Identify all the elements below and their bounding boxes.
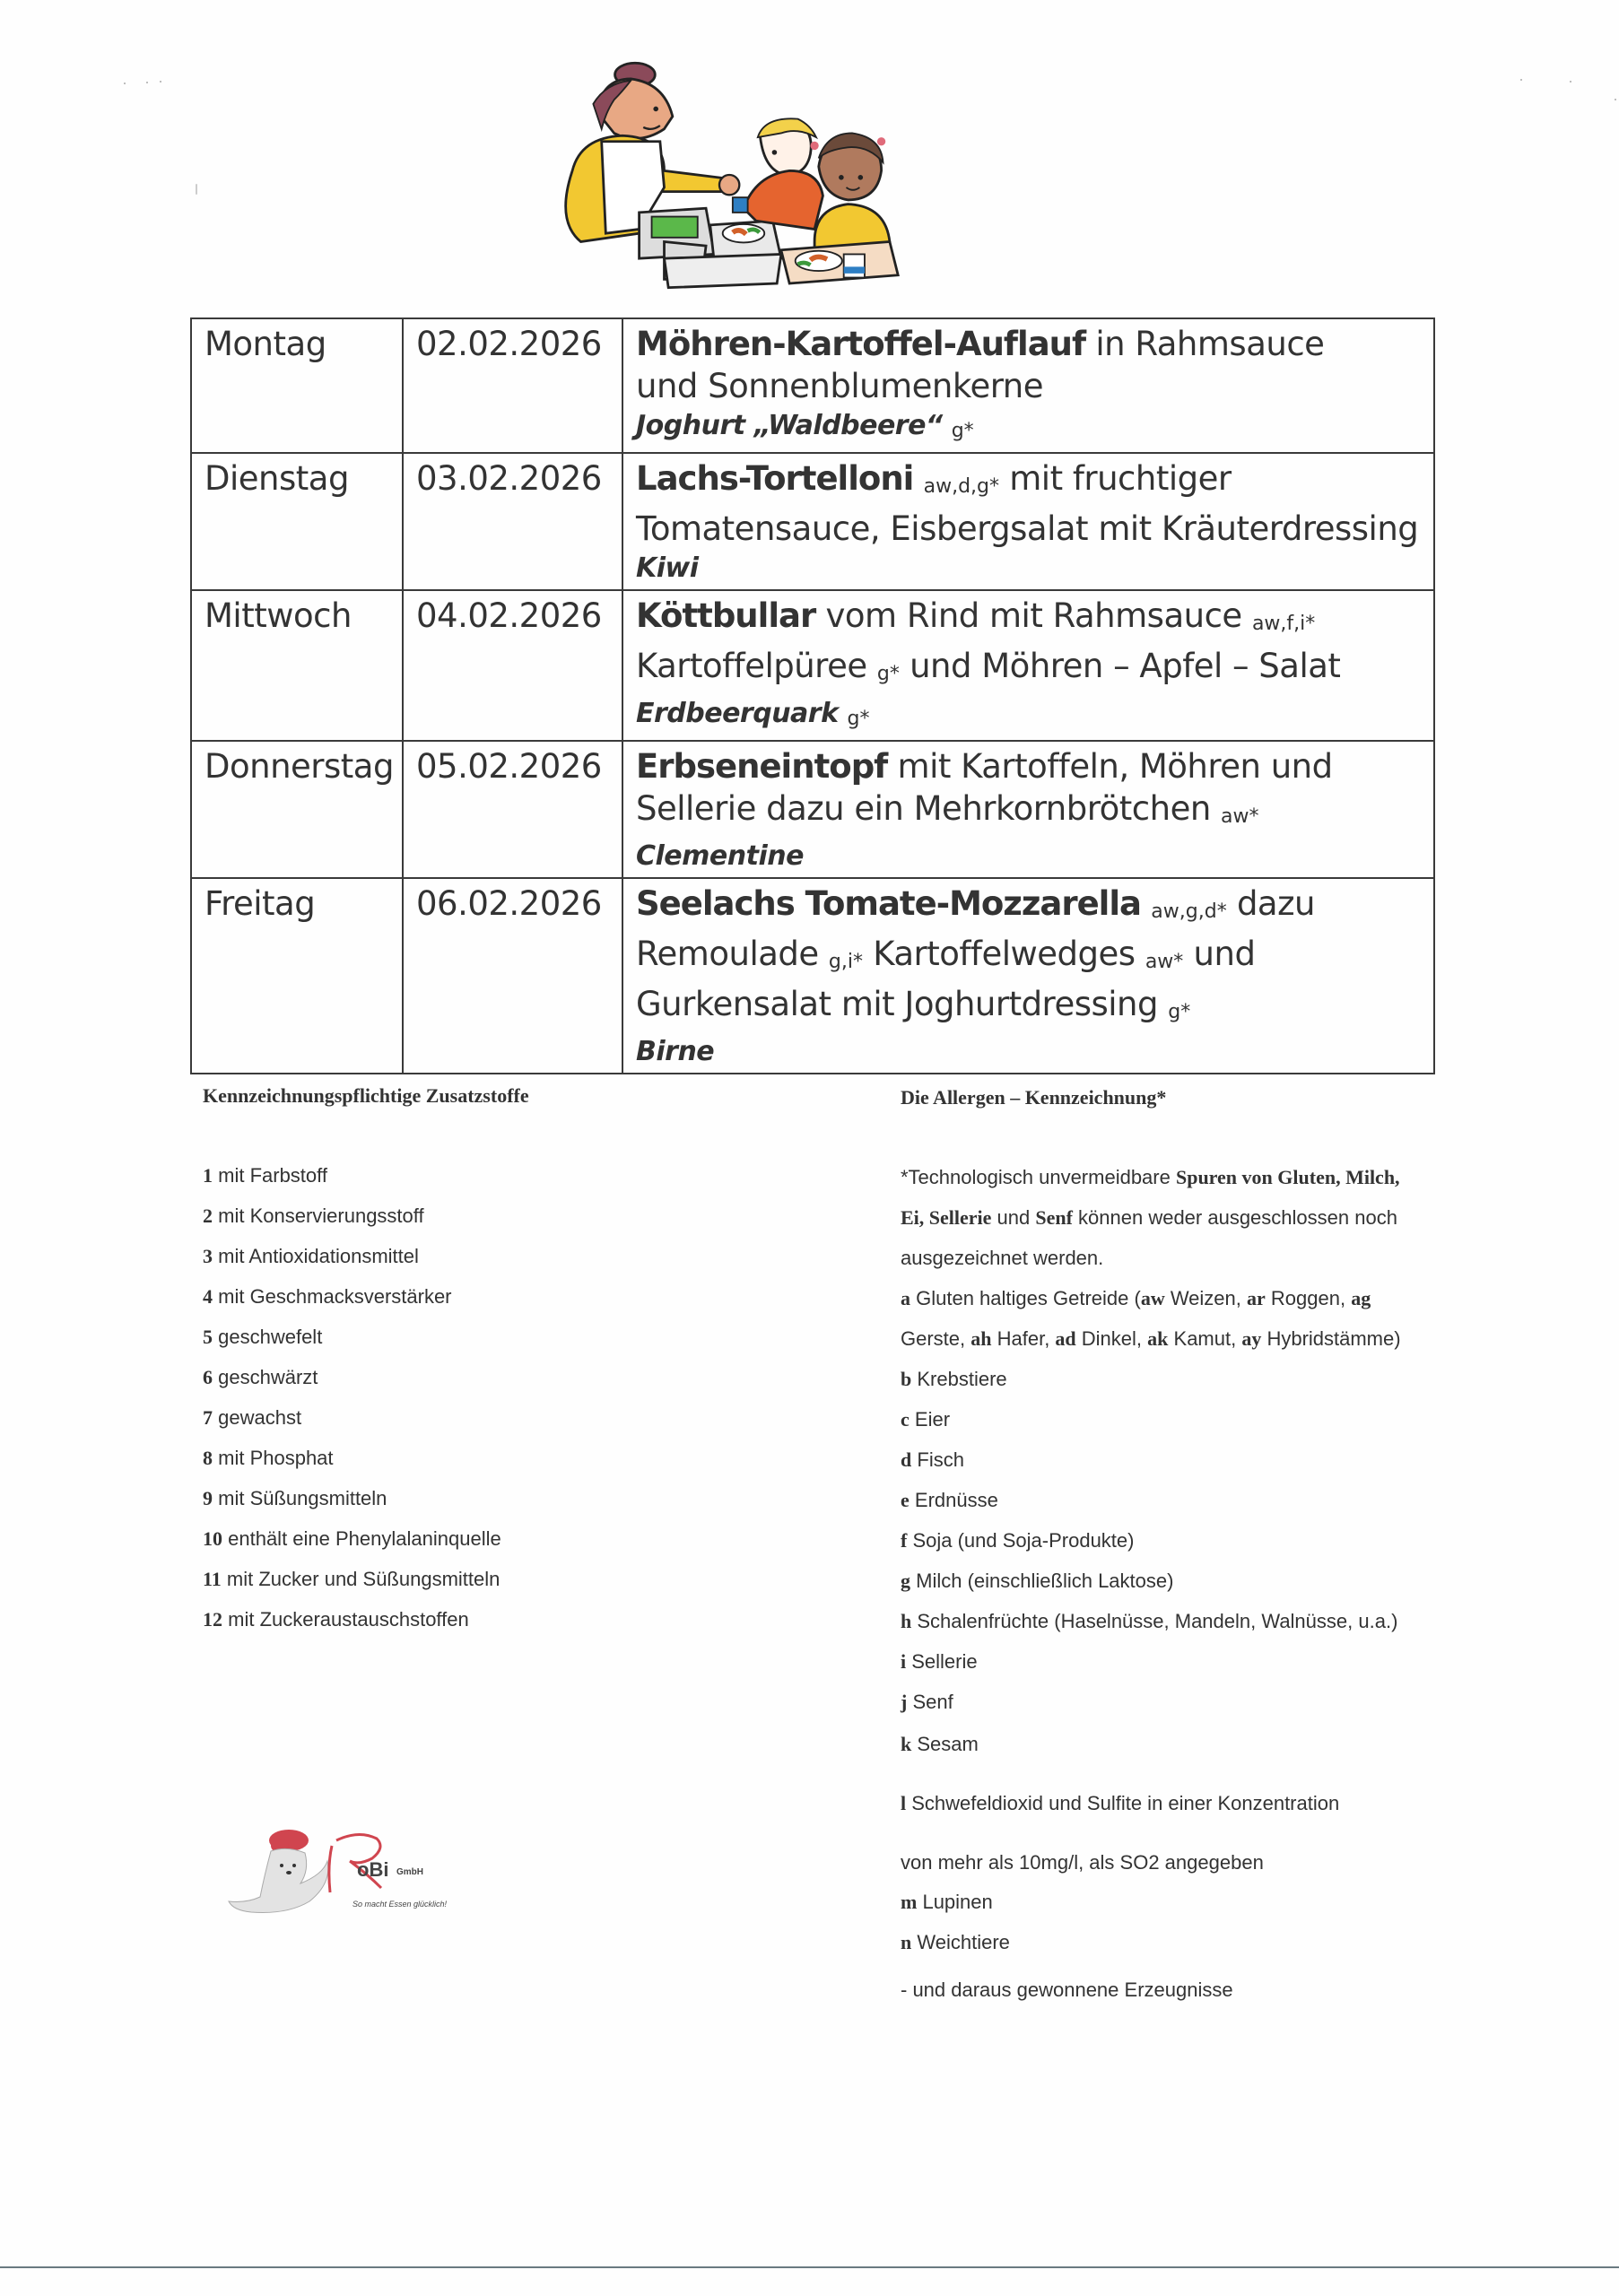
logo-suffix: GmbH	[396, 1867, 423, 1877]
allergen-code: g*	[847, 708, 870, 730]
dessert	[636, 407, 1424, 450]
dish-text: Sellerie dazu ein Mehrkornbrötchen	[636, 789, 1211, 828]
dessert-name: Clementine	[636, 840, 804, 872]
additive-item: 6 geschwärzt	[203, 1366, 318, 1388]
allergen-code: aw,g,d*	[1151, 900, 1227, 923]
date-cell: 05.02.2026	[403, 741, 622, 878]
allergen-item: m Lupinen	[901, 1891, 993, 1913]
dish-text: mit Kartoffeln, Möhren und	[887, 747, 1333, 786]
additive-item: 2 mit Konservierungsstoff	[203, 1205, 424, 1227]
allergen-code: g*	[876, 663, 900, 685]
dish-cell	[622, 590, 1434, 741]
robi-logo	[224, 1821, 493, 1928]
scan-speck	[196, 184, 197, 195]
allergen-item: f Soja (und Soja-Produkte)	[901, 1529, 1135, 1552]
dessert	[636, 695, 1424, 738]
date-cell: 04.02.2026	[403, 590, 622, 741]
day-cell: Dienstag	[191, 453, 403, 590]
allergen-code: aw,d,g*	[923, 475, 999, 498]
dish-text: Kartoffelwedges	[863, 935, 1136, 973]
dessert	[636, 550, 1424, 587]
allergen-item: b Krebstiere	[901, 1368, 1007, 1390]
date-cell: 06.02.2026	[403, 878, 622, 1074]
allergen-code: aw*	[1145, 951, 1184, 973]
dish-text: und	[1183, 935, 1256, 973]
menu-row-thursday	[191, 741, 1434, 878]
menu-row-wednesday	[191, 590, 1434, 741]
menu-row-monday	[191, 318, 1434, 453]
dish-text: Tomatensauce, Eisbergsalat mit Kräuterdressing	[636, 509, 1419, 548]
allergen-code: aw*	[1221, 805, 1259, 828]
day-cell: Montag	[191, 318, 403, 453]
dish-text: Kartoffelpüree	[636, 647, 867, 685]
dish-text: Remoulade	[636, 935, 819, 973]
allergen-code: g*	[1168, 1001, 1191, 1023]
dish-cell	[622, 878, 1434, 1074]
dish-text: dazu	[1226, 884, 1315, 923]
dessert	[636, 838, 1424, 875]
menu-row-friday	[191, 878, 1434, 1074]
allergen-footer-note: - und daraus gewonnene Erzeugnisse	[901, 1979, 1233, 2001]
additive-item: 9 mit Süßungsmitteln	[203, 1487, 387, 1509]
main-dish: Erbseneintopf	[636, 747, 888, 786]
allergen-code: g*	[951, 420, 974, 442]
scan-speck	[124, 83, 126, 84]
allergen-code: g,i*	[828, 951, 863, 973]
weekly-menu-table	[190, 317, 1435, 1074]
additive-item: 5 geschwefelt	[203, 1326, 323, 1348]
main-dish: Möhren-Kartoffel-Auflauf	[636, 325, 1086, 363]
dish-cell	[622, 318, 1434, 453]
date-cell: 02.02.2026	[403, 318, 622, 453]
allergen-item: g Milch (einschließlich Laktose)	[901, 1570, 1174, 1592]
day-cell: Freitag	[191, 878, 403, 1074]
dish-text: mit fruchtiger	[999, 459, 1232, 498]
allergen-item-sulfite-cont: von mehr als 10mg/l, als SO2 angegeben	[901, 1851, 1264, 1874]
date-cell: 03.02.2026	[403, 453, 622, 590]
additive-item: 4 mit Geschmacksverstärker	[203, 1285, 452, 1308]
allergen-item: h Schalenfrüchte (Haselnüsse, Mandeln, Walnüsse, u.a.)	[901, 1610, 1398, 1632]
day-cell: Mittwoch	[191, 590, 403, 741]
allergen-item: k Sesam	[901, 1733, 979, 1755]
dessert-name: Joghurt „Waldbeere“	[636, 410, 943, 441]
dish-text: vom Rind mit Rahmsauce	[815, 596, 1242, 635]
allergen-note: ausgezeichnet werden.	[901, 1247, 1104, 1269]
dish-text: und Sonnenblumenkerne	[636, 367, 1044, 405]
additive-item: 12 mit Zuckeraustauschstoffen	[203, 1608, 469, 1631]
dessert-name: Erdbeerquark	[636, 698, 839, 729]
logo-name: oBi	[357, 1858, 389, 1881]
dessert-name: Kiwi	[636, 552, 699, 584]
dish-cell	[622, 453, 1434, 590]
additive-item: 1 mit Farbstoff	[203, 1164, 327, 1187]
allergen-code: aw,f,i*	[1251, 613, 1316, 635]
cafeteria-illustration	[538, 54, 924, 296]
dish-text: und Möhren – Apfel – Salat	[899, 647, 1341, 685]
dish-cell	[622, 741, 1434, 878]
dessert	[636, 1033, 1424, 1071]
scan-speck	[1615, 99, 1616, 100]
allergen-item: j Senf	[901, 1691, 953, 1713]
allergen-item: c Eier	[901, 1408, 951, 1431]
scan-speck	[1520, 79, 1522, 81]
allergen-note: Ei, Sellerie und Senf können weder ausgeschlossen noch	[901, 1206, 1397, 1229]
dish-text: in Rahmsauce	[1085, 325, 1325, 363]
additive-item: 10 enthält eine Phenylalaninquelle	[203, 1527, 501, 1550]
main-dish: Lachs-Tortelloni	[636, 459, 914, 498]
additive-item: 11 mit Zucker und Süßungsmitteln	[203, 1568, 500, 1590]
main-dish: Köttbullar	[636, 596, 816, 635]
allergen-item-gluten: a Gluten haltiges Getreide (aw Weizen, ar Roggen, ag	[901, 1287, 1371, 1309]
allergen-item: e Erdnüsse	[901, 1489, 998, 1511]
allergen-item: n Weichtiere	[901, 1931, 1010, 1953]
page-bottom-rule	[0, 2266, 1619, 2268]
menu-row-tuesday	[191, 453, 1434, 590]
allergen-note: *Technologisch unvermeidbare Spuren von Gluten, Milch,	[901, 1166, 1400, 1188]
dessert-name: Birne	[636, 1036, 715, 1067]
allergen-item: d Fisch	[901, 1448, 964, 1471]
scan-speck	[160, 81, 161, 83]
dish-text: Gurkensalat mit Joghurtdressing	[636, 985, 1158, 1023]
scan-speck	[1570, 81, 1571, 83]
additive-item: 8 mit Phosphat	[203, 1447, 334, 1469]
additives-title: Kennzeichnungspflichtige Zusatzstoffe	[203, 1084, 529, 1107]
allergen-item-gluten-cont: Gerste, ah Hafer, ad Dinkel, ak Kamut, ay Hybridstämme)	[901, 1327, 1401, 1350]
allergens-title: Die Allergen – Kennzeichnung*	[901, 1086, 1167, 1109]
main-dish: Seelachs Tomate-Mozzarella	[636, 884, 1142, 923]
logo-tagline: So macht Essen glücklich!	[353, 1900, 448, 1909]
allergen-item-sulfite: l Schwefeldioxid und Sulfite in einer Konzentration	[901, 1792, 1340, 1814]
scan-speck	[146, 82, 148, 83]
additive-item: 7 gewachst	[203, 1406, 302, 1429]
additive-item: 3 mit Antioxidationsmittel	[203, 1245, 419, 1267]
allergen-item: i Sellerie	[901, 1650, 978, 1673]
day-cell: Donnerstag	[191, 741, 403, 878]
